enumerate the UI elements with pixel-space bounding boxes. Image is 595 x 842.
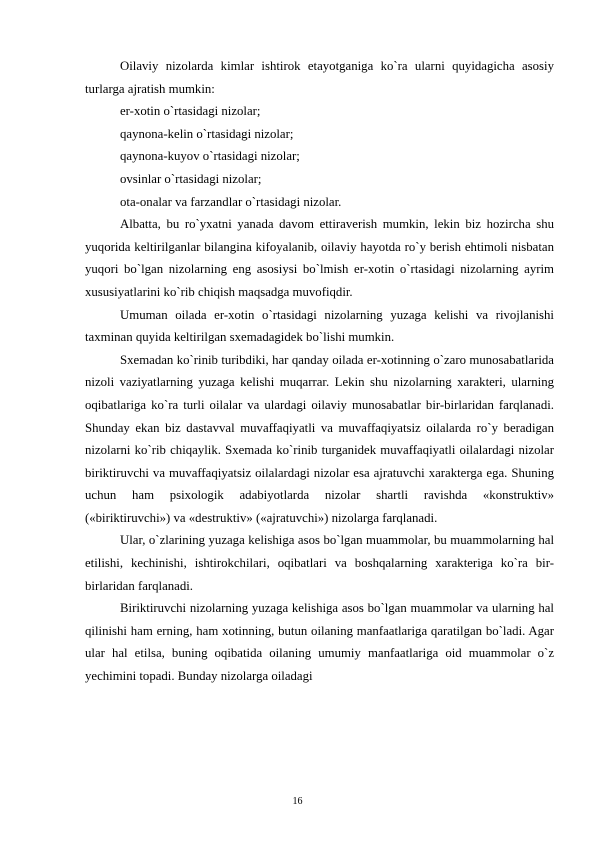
paragraph: Albatta, bu ro`yxatni yanada davom ettiraverish mumkin, lekin biz hozircha shu yuqorida keltirilganlar bilangina kifoyalanib, oilaviy hayotda ro`y berish ehtimoli nisbatan yuqori bo`lgan nizolarning eng asosiysi bo`lmish er-xotin o`rtasidagi nizolarning ayrim xususiyatlarini ko`rib chiqish maqsadga muvofiqdir. bbox=[85, 217, 554, 299]
paragraph: Biriktiruvchi nizolarning yuzaga kelishiga asos bo`lgan muammolar va ularning hal qilinishi ham erning, ham xotinning, butun oilaning manfaatlariga qaratilgan bo`ladi. Agar ular hal etilsa, buning oqibatida oilaning umumiy manfaatlariga oid muammolar o`z yechimini topadi. Bunday nizolarga oiladagi bbox=[85, 601, 554, 684]
list-item: er-xotin o`rtasidagi nizolar; bbox=[120, 104, 261, 119]
paragraph: Sxemadan ko`rinib turibdiki, har qanday oilada er-xotinning o`zaro munosabatlarida nizoli vaziyatlarning yuzaga kelishi muqarrar. Lekin shu nizolarning xarakteri, ularning oqibatlariga ko`ra turli oilalar va ulardagi oilaviy munosabatlar bir-birlaridan farqlanadi. Shunday ekan biz dastavval muvaffaqiyatli va muvaffaqiyatsiz oilalarda ro`y beradigan nizolarni ko`rib chiqaylik. Sxemada ko`rinib turganidek muvaffaqiyatli oilalardagi nizolar biriktiruvchi va muvaffaqiyatsiz oilalardagi nizolar esa ajratuvchi xarakterga ega. Shuning uchun ham psixologik adabiyotlarda nizolar shartli ravishda «konstruktiv» («biriktiruvchi») va «destruktiv» («ajratuvchi») nizolarga farqlanadi. bbox=[85, 352, 554, 525]
page-body bbox=[85, 55, 554, 688]
list-item: qaynona-kuyov o`rtasidagi nizolar; bbox=[120, 149, 300, 164]
paragraph: Umuman oilada er-xotin o`rtasidagi nizolarning yuzaga kelishi va rivojlanishi taxminan quyida keltirilgan sxemadagidek bo`lishi mumkin. bbox=[85, 307, 554, 345]
list-item: ota-onalar va farzandlar o`rtasidagi nizolar. bbox=[120, 194, 342, 209]
list-item: ovsinlar o`rtasidagi nizolar; bbox=[120, 171, 262, 186]
list-item: qaynona-kelin o`rtasidagi nizolar; bbox=[120, 126, 294, 141]
paragraph: Ular, o`zlarining yuzaga kelishiga asos bo`lgan muammolar, bu muammolarning hal etilishi, kechinishi, ishtirokchilari, oqibatlari va boshqalarning xarakteriga ko`ra bir-birlaridan farqlanadi. bbox=[85, 533, 554, 593]
intro-paragraph: Oilaviy nizolarda kimlar ishtirok etayotganiga ko`ra ularni quyidagicha asosiy turlarga ajratish mumkin: bbox=[85, 59, 554, 96]
page-number: 16 bbox=[292, 796, 303, 807]
